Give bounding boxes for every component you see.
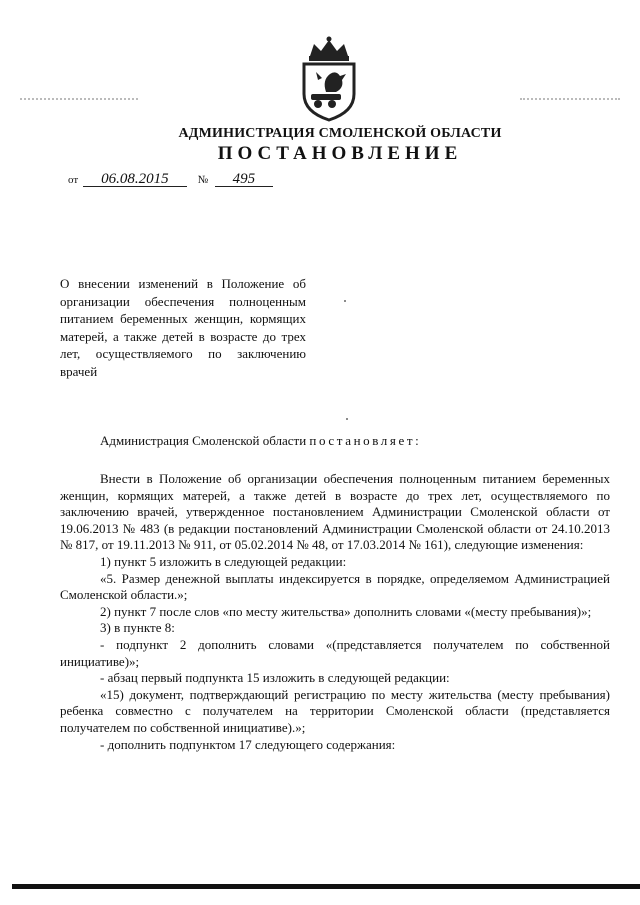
body-paragraph: «5. Размер денежной выплаты индексируется в порядке, определяемом Администрацией Смоленской области.»; [60,570,610,603]
document-body [60,471,610,753]
coat-of-arms-icon [296,36,362,122]
decorative-dotted-line [520,98,620,103]
body-paragraph: Внести в Положение об организации обеспечения полноценным питанием беременных женщин, кормящих матерей, а также детей в возрасте до трех лет, осуществляемого по заключению врачей, утвержденное постановлением Администрации Смоленской области от 19.06.2013 № 483 (в редакции постановлений Администрации Смоленской области от 24.10.2013 № 817, от 19.11.2013 № 911, от 05.02.2014 № 48, от 17.03.2014 № 161), следующие изменения: [60,471,610,553]
scan-speck [344,300,346,302]
document-subject: О внесении изменений в Положение об организации обеспечения полноценным питанием беременных женщин, кормящих матерей, а также детей в возрасте до трех лет, осуществляемого по заключению врачей [60,276,306,379]
body-paragraph: 2) пункт 7 после слов «по месту жительства» дополнить словами «(месту пребывания)»; [100,603,592,619]
body-paragraph: 1) пункт 5 изложить в следующей редакции: [100,553,347,569]
document-type-title: ПОСТАНОВЛЕНИЕ [217,143,463,164]
date-label: от [68,174,79,186]
decorative-dotted-line [20,98,138,103]
number-value: 495 [215,172,273,187]
body-paragraph: - подпункт 2 дополнить словами «(представляется получателем по собственной инициативе)»; [60,636,610,669]
body-paragraph: «15) документ, подтверждающий регистрацию по месту жительства (месту пребывания) ребенка совместно с получателем на территории Смоленской области (представляется получателем по собственной инициативе).»; [60,686,610,735]
number-label: № [197,174,209,186]
scan-speck [346,418,348,420]
body-paragraph: - абзац первый подпункта 15 изложить в следующей редакции: [100,670,450,686]
page-bottom-edge [12,884,640,889]
body-paragraph: 3) в пункте 8: [100,620,175,636]
date-value: 06.08.2015 [83,172,187,187]
organization-title: АДМИНИСТРАЦИЯ СМОЛЕНСКОЙ ОБЛАСТИ [178,126,502,141]
preamble-resolves: постановляет: [309,433,422,448]
preamble [100,433,421,449]
preamble-text: Администрация Смоленской области [100,433,310,448]
body-paragraph: - дополнить подпунктом 17 следующего содержания: [100,736,396,752]
dateline [68,172,273,187]
